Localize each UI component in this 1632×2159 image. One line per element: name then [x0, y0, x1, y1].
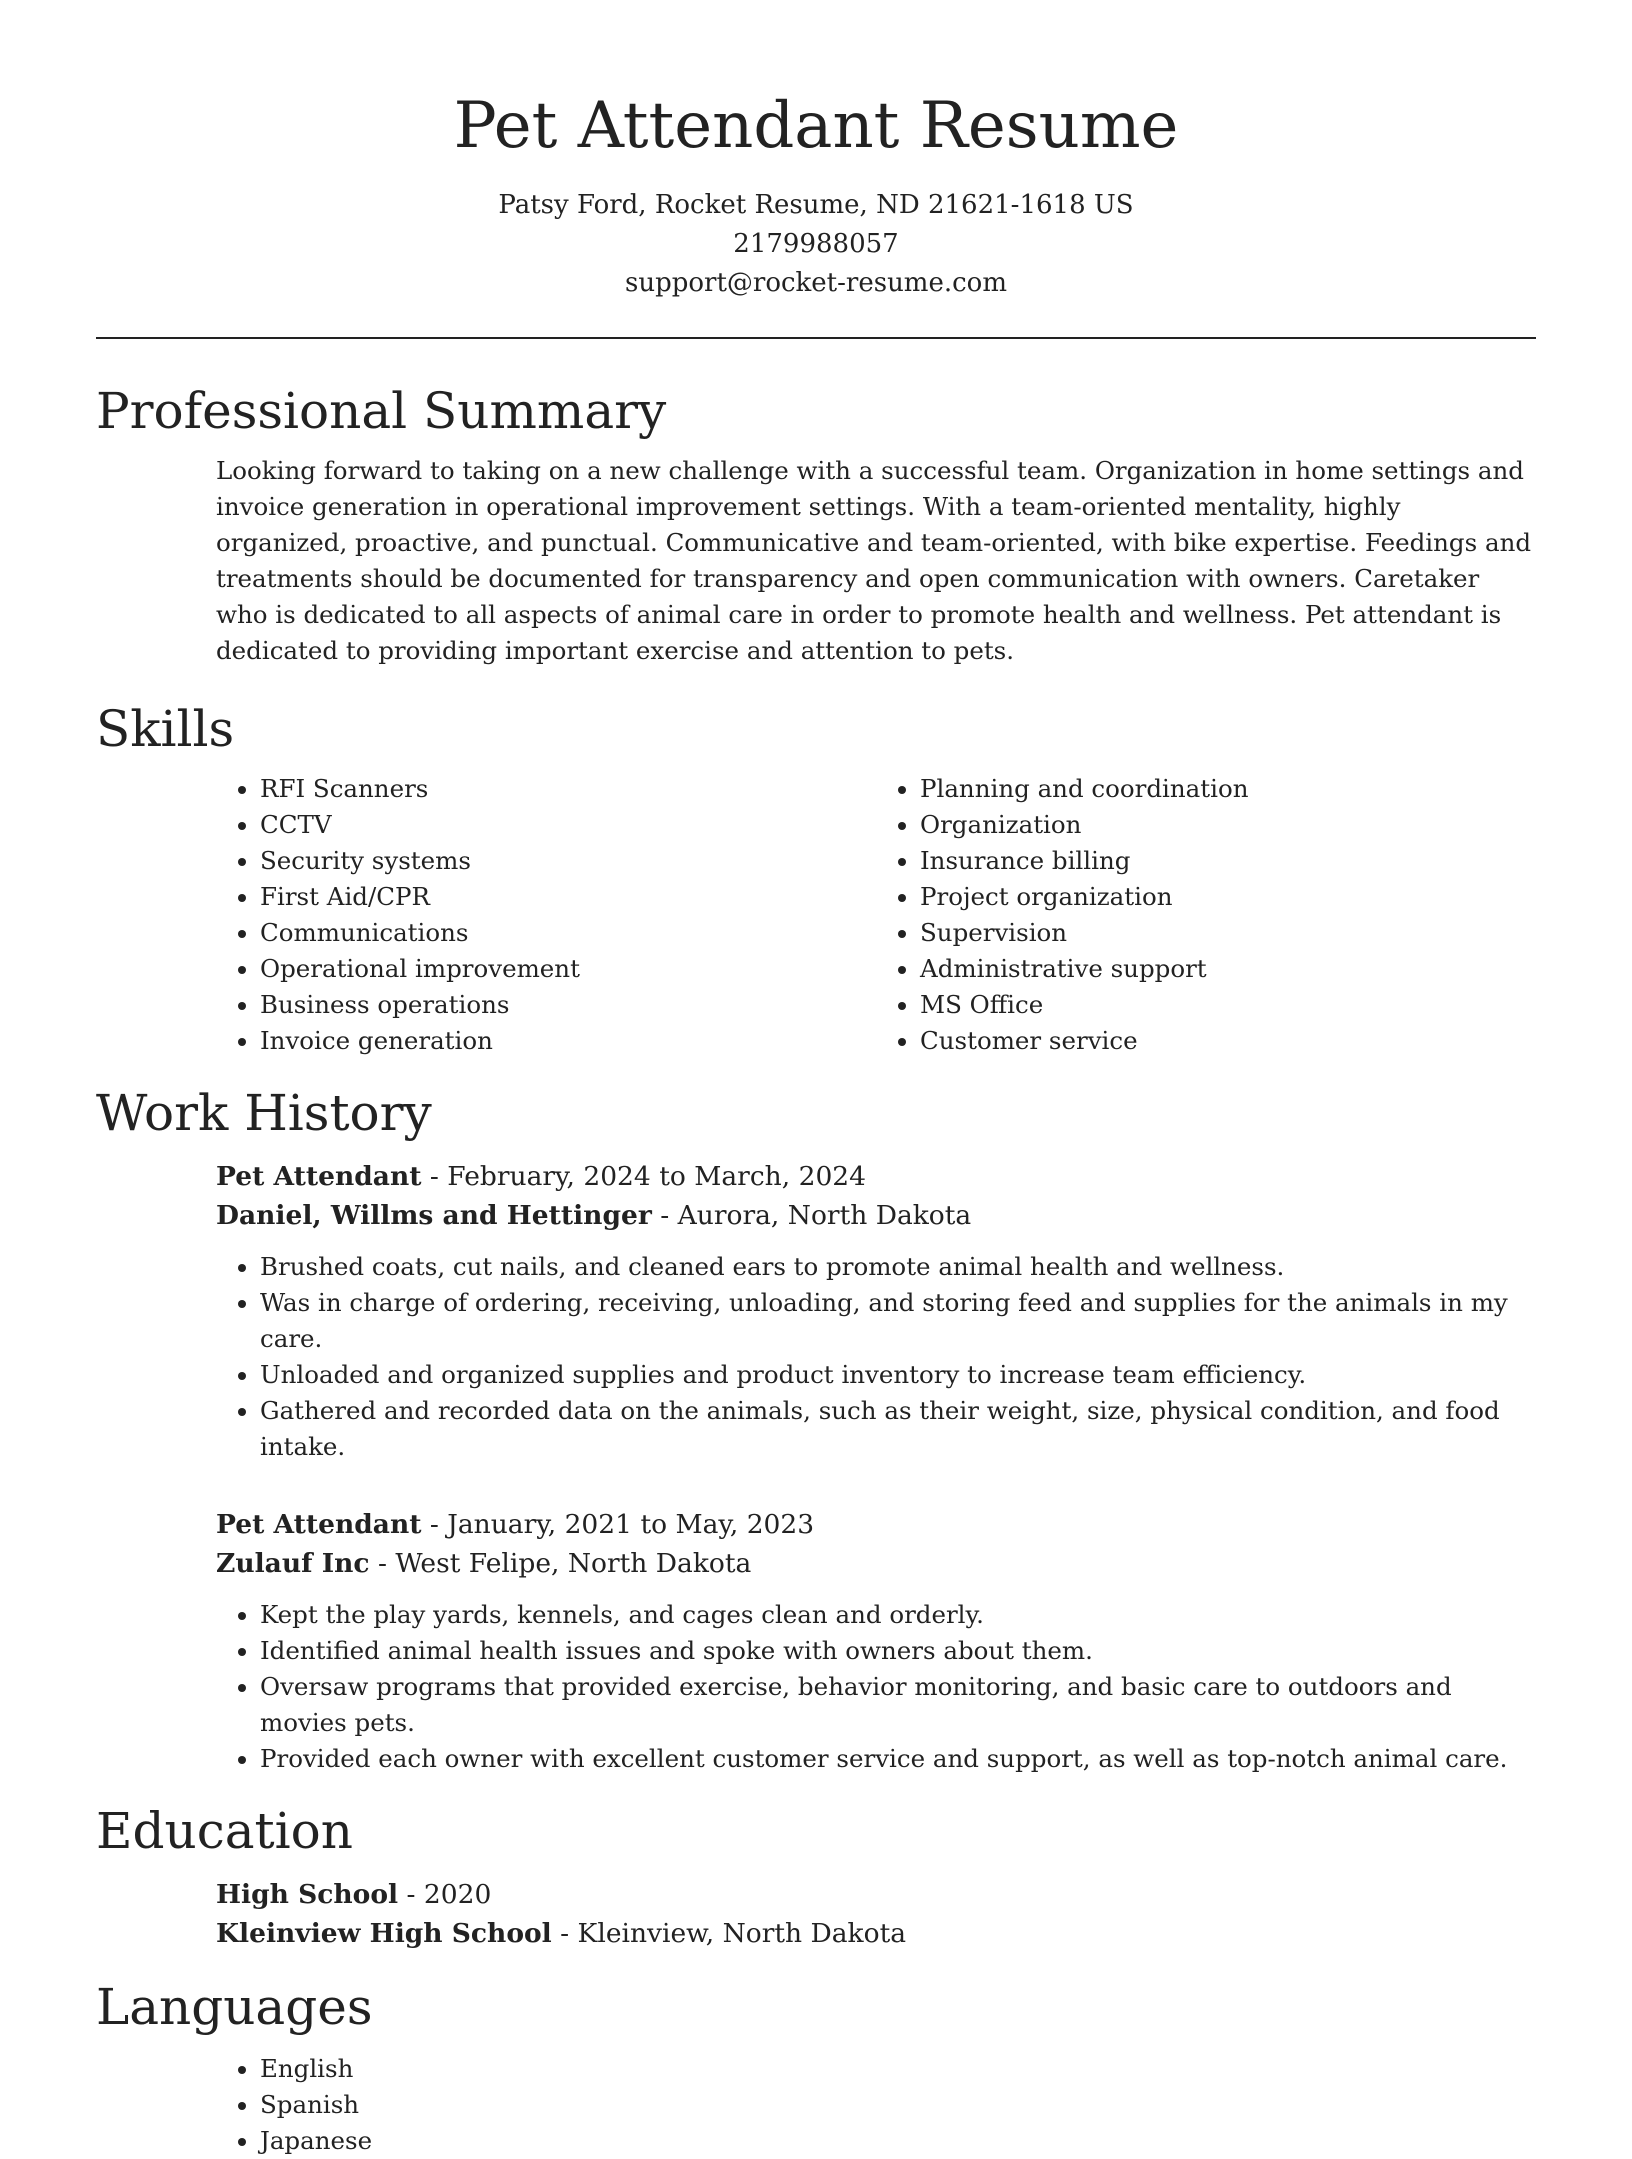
job-location: - Aurora, North Dakota — [651, 1200, 972, 1231]
job-duty: • Provided each owner with excellent customer service and support, as well as top-notch animal care. — [260, 1741, 1536, 1777]
skills-columns — [216, 771, 1536, 1059]
job-duty: • Oversaw programs that provided exercise, behavior monitoring, and basic care to outdoors and movies pets. — [260, 1669, 1536, 1741]
job-company: Daniel, Willms and Hettinger — [216, 1200, 652, 1231]
education-degree: High School — [216, 1879, 399, 1910]
summary-text: Looking forward to taking on a new challenge with a successful team. Organization in home settings and invoice generation in operational improvement settings. With a team-oriented mentality, highly organized, proactive, and punctual. Communicative and team-oriented, with bike expertise. Feedings and treatments should be documented for transparency and open communication with owners. Caretaker who is dedicated to all aspects of animal care in order to promote health and wellness. Pet attendant is dedicated to providing important exercise and attention to pets. — [216, 456, 1532, 665]
job-duty: • Gathered and recorded data on the animals, such as their weight, size, physical condition, and food intake. — [260, 1393, 1536, 1465]
education-section — [96, 1801, 1536, 1953]
job-dates: - February, 2024 to March, 2024 — [421, 1161, 867, 1192]
job-location: - West Felipe, North Dakota — [369, 1548, 752, 1579]
languages-list — [216, 2051, 1536, 2159]
skill-item: • RFI Scanners — [260, 771, 876, 807]
skill-item: • Organization — [920, 807, 1536, 843]
work-history-section — [96, 1083, 1536, 1777]
skills-heading: Skills — [96, 700, 235, 758]
skill-item: • Operational improvement — [260, 951, 876, 987]
language-item: • Spanish — [260, 2087, 1536, 2123]
skill-item: • Business operations — [260, 987, 876, 1023]
job-title-line — [216, 1157, 1536, 1196]
job-title: Pet Attendant — [216, 1161, 422, 1192]
contact-email: support@rocket-resume.com — [624, 268, 1007, 298]
job-company: Zulauf Inc — [216, 1548, 370, 1579]
job-duties — [216, 1249, 1536, 1465]
job-company-line — [216, 1544, 1536, 1583]
job-duty: • Kept the play yards, kennels, and cages clean and orderly. — [260, 1597, 1536, 1633]
resume-page — [96, 0, 1536, 2159]
skill-item: • Customer service — [920, 1023, 1536, 1059]
job-entry — [216, 1505, 1536, 1777]
skill-item: • CCTV — [260, 807, 876, 843]
education-heading: Education — [96, 1802, 353, 1860]
skills-list-right — [876, 771, 1536, 1059]
job-duty: • Unloaded and organized supplies and product inventory to increase team efficiency. — [260, 1357, 1536, 1393]
skill-item: • MS Office — [920, 987, 1536, 1023]
language-item: • English — [260, 2051, 1536, 2087]
contact-phone: 2179988057 — [733, 229, 899, 259]
job-title-line — [216, 1505, 1536, 1544]
skills-section — [96, 699, 1536, 1059]
summary-heading: Professional Summary — [96, 382, 667, 440]
skill-item: • Project organization — [920, 879, 1536, 915]
job-duties — [216, 1597, 1536, 1777]
skill-item: • Invoice generation — [260, 1023, 876, 1059]
education-location: - Kleinview, North Dakota — [551, 1918, 907, 1949]
contact-info — [96, 186, 1536, 303]
skill-item: • Administrative support — [920, 951, 1536, 987]
job-dates: - January, 2021 to May, 2023 — [421, 1509, 815, 1540]
skill-item: • Supervision — [920, 915, 1536, 951]
education-school-line — [216, 1914, 1536, 1953]
education-degree-line — [216, 1875, 1536, 1914]
job-duty: • Brushed coats, cut nails, and cleaned ears to promote animal health and wellness. — [260, 1249, 1536, 1285]
skill-item: • Planning and coordination — [920, 771, 1536, 807]
resume-title: Pet Attendant Resume — [453, 89, 1179, 163]
language-item: • Japanese — [260, 2123, 1536, 2159]
contact-address: Patsy Ford, Rocket Resume, ND 21621-1618 US — [498, 190, 1134, 220]
education-school: Kleinview High School — [216, 1918, 552, 1949]
skill-item: • Insurance billing — [920, 843, 1536, 879]
skill-item: • First Aid/CPR — [260, 879, 876, 915]
job-duty: • Was in charge of ordering, receiving, unloading, and storing feed and supplies for the animals in my care. — [260, 1285, 1536, 1357]
job-entry — [216, 1157, 1536, 1465]
job-company-line — [216, 1196, 1536, 1235]
languages-heading: Languages — [96, 1978, 373, 2036]
skill-item: • Communications — [260, 915, 876, 951]
education-year: - 2020 — [398, 1879, 492, 1910]
header-divider — [96, 337, 1536, 339]
skills-list-left — [216, 771, 876, 1059]
summary-section — [96, 381, 1536, 669]
job-duty: • Identified animal health issues and spoke with owners about them. — [260, 1633, 1536, 1669]
job-title: Pet Attendant — [216, 1509, 422, 1540]
skill-item: • Security systems — [260, 843, 876, 879]
work-history-heading: Work History — [96, 1084, 432, 1142]
languages-list-wrap — [216, 2051, 1536, 2159]
education-entry — [216, 1875, 1536, 1953]
languages-section — [96, 1977, 1536, 2159]
